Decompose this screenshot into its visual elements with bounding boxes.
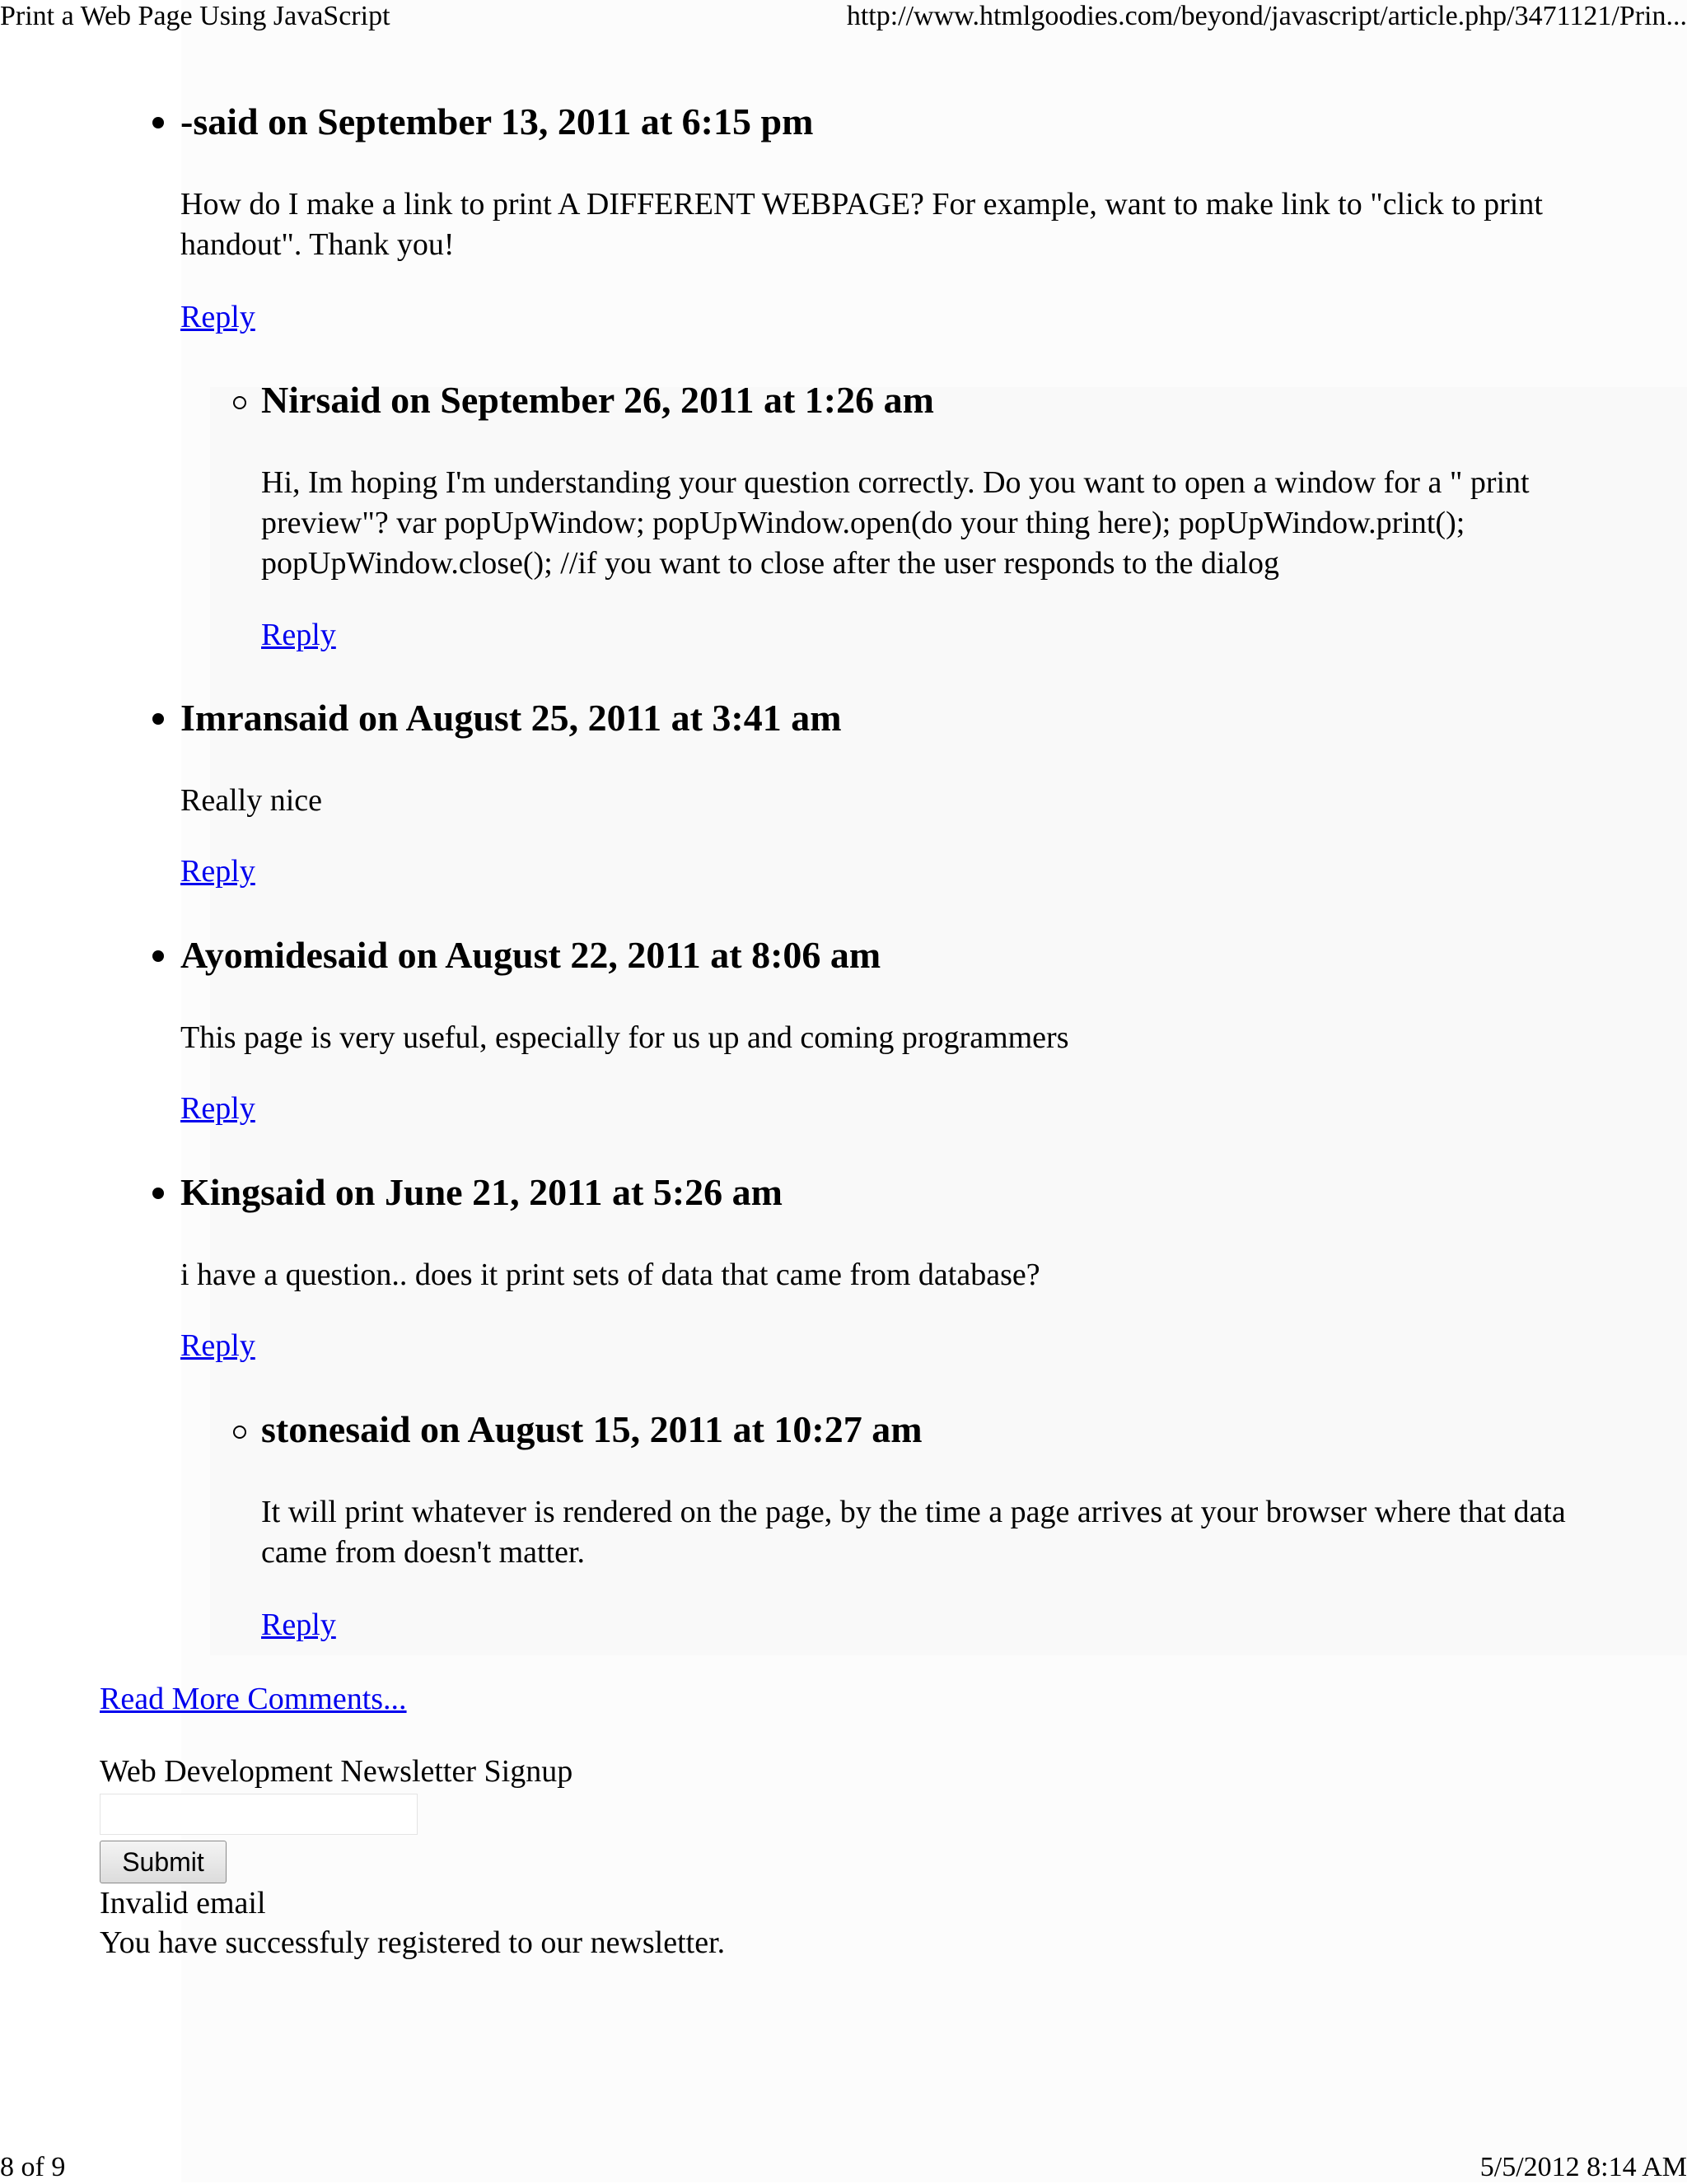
comment-heading: Imransaid on August 25, 2011 at 3:41 am xyxy=(180,697,842,739)
comment-body: Really nice xyxy=(180,783,322,818)
newsletter-email-input[interactable] xyxy=(100,1794,418,1835)
read-more-comments-link[interactable]: Read More Comments... xyxy=(100,1682,407,1716)
comment-heading: Kingsaid on June 21, 2011 at 5:26 am xyxy=(180,1171,783,1213)
comment-body: How do I make a link to print A DIFFERENT WEBPAGE? For example, want to make link to "click to print handout". Thank you! xyxy=(180,187,1543,262)
submit-button[interactable]: Submit xyxy=(100,1841,227,1883)
comment-body: i have a question.. does it print sets of data that came from database? xyxy=(180,1258,1040,1292)
print-datetime: 5/5/2012 8:14 AM xyxy=(1479,2152,1687,2182)
invalid-email-message: Invalid email xyxy=(100,1886,266,1920)
reply-link[interactable]: Reply xyxy=(261,618,336,652)
bullet-circle-icon xyxy=(233,1426,246,1439)
comment-heading: Nirsaid on September 26, 2011 at 1:26 am xyxy=(261,379,934,421)
bullet-disc-icon xyxy=(152,1188,164,1199)
bullet-disc-icon xyxy=(152,117,164,128)
reply-link[interactable]: Reply xyxy=(261,1608,336,1642)
comment-heading: -said on September 13, 2011 at 6:15 pm xyxy=(180,100,814,142)
reply-link[interactable]: Reply xyxy=(180,854,255,889)
reply-link[interactable]: Reply xyxy=(180,300,255,334)
comment-body: It will print whatever is rendered on the page, by the time a page arrives at your browser where that data came from doesn't matter. xyxy=(261,1495,1566,1570)
reply-link[interactable]: Reply xyxy=(180,1091,255,1126)
print-page-title: Print a Web Page Using JavaScript xyxy=(0,1,390,31)
reply-link[interactable]: Reply xyxy=(180,1328,255,1363)
comment-heading: Ayomidesaid on August 22, 2011 at 8:06 am xyxy=(180,934,881,976)
newsletter-title: Web Development Newsletter Signup xyxy=(100,1754,573,1789)
bullet-disc-icon xyxy=(152,950,164,962)
page-number: 8 of 9 xyxy=(0,2152,66,2182)
comment-body: Hi, Im hoping I'm understanding your question correctly. Do you want to open a window for a " print preview"? var popUpWindow; popUpWindow.open(do your thing here); popUpWindow.print(); popUpWindow.close(); //if you want to close after the user responds to the dialog xyxy=(261,465,1530,581)
comment-body: This page is very useful, especially for us up and coming programmers xyxy=(180,1020,1069,1055)
bullet-circle-icon xyxy=(233,396,246,409)
comment-heading: stonesaid on August 15, 2011 at 10:27 am xyxy=(261,1408,923,1450)
bullet-disc-icon xyxy=(152,713,164,725)
print-page-url: http://www.htmlgoodies.com/beyond/javascript/article.php/3471121/Prin... xyxy=(846,1,1687,31)
success-message: You have successfuly registered to our newsletter. xyxy=(100,1925,726,1960)
